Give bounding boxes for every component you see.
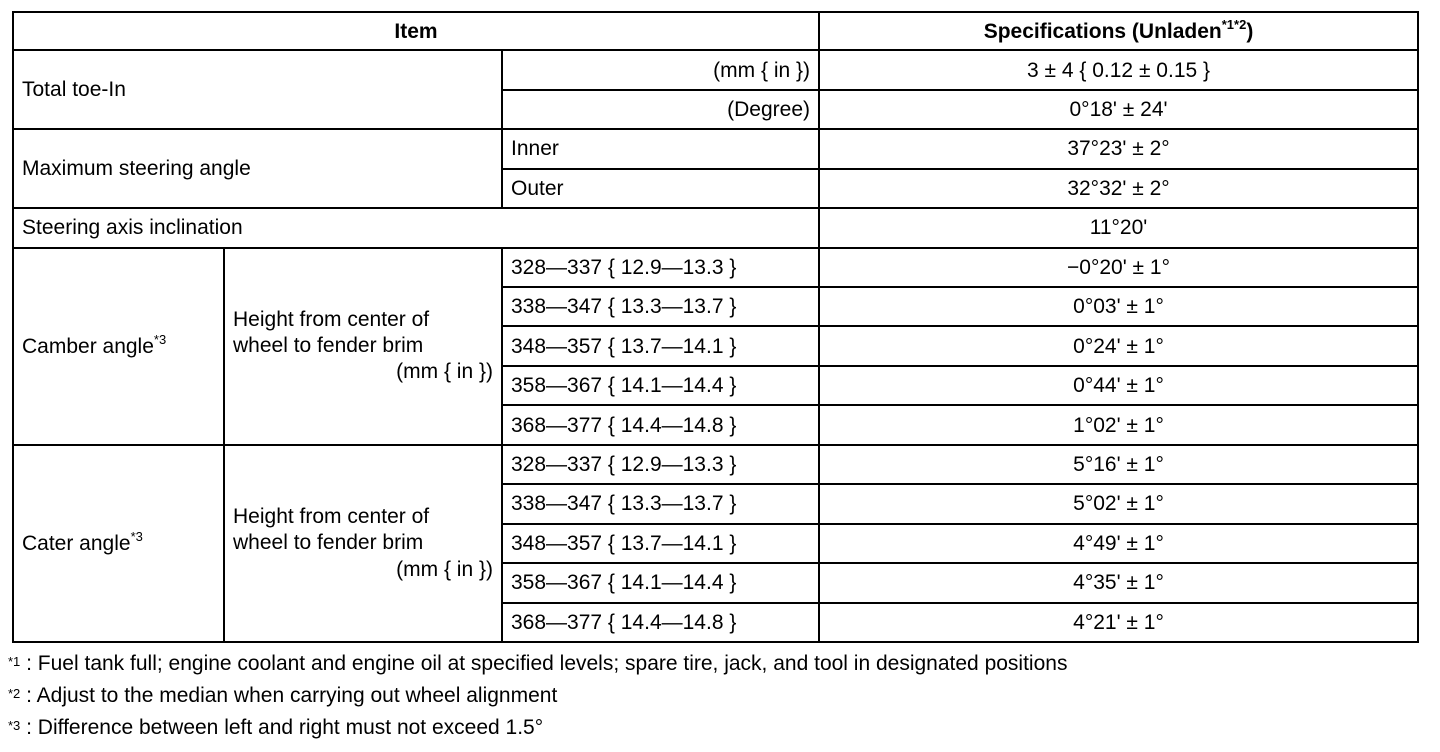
toe-value-mm: 3 ± 4 { 0.12 ± 0.15 } (819, 50, 1418, 89)
caster-height-line2: wheel to fender brim (233, 531, 424, 555)
toe-value-deg: 0°18' ± 24' (819, 90, 1418, 129)
caster-value: 4°35' ± 1° (819, 563, 1418, 602)
toe-label: Total toe-In (13, 50, 502, 129)
caster-height-line3: (mm { in }) (396, 557, 493, 581)
footnote-text: : Fuel tank full; engine coolant and engine oil at specified levels; spare tire, jack, and tool in designated positions (20, 652, 1068, 675)
table-row (13, 445, 1418, 484)
table-row (13, 129, 1418, 168)
caster-value: 5°16' ± 1° (819, 445, 1418, 484)
table-row (13, 50, 1418, 89)
caster-sup: *3 (130, 528, 143, 544)
caster-range: 338—347 { 13.3—13.7 } (502, 484, 819, 523)
steering-inner-label: Inner (502, 129, 819, 168)
camber-value: 0°03' ± 1° (819, 287, 1418, 326)
caster-value: 4°49' ± 1° (819, 524, 1418, 563)
camber-value: 0°44' ± 1° (819, 366, 1418, 405)
table-header-row (13, 12, 1418, 50)
caster-label (13, 445, 224, 642)
steering-inner-value: 37°23' ± 2° (819, 129, 1418, 168)
spec-header-text: Specifications (Unladen (983, 19, 1222, 43)
steering-outer-label: Outer (502, 169, 819, 208)
camber-value: −0°20' ± 1° (819, 248, 1418, 287)
spec-header (819, 12, 1418, 50)
caster-value: 5°02' ± 1° (819, 484, 1418, 523)
camber-label (13, 248, 224, 445)
spec-header-close: ) (1246, 19, 1254, 43)
camber-value: 0°24' ± 1° (819, 326, 1418, 365)
footnote-mark: *2 (8, 686, 21, 701)
caster-height-line1: Height from center of (233, 505, 430, 529)
caster-range: 348—357 { 13.7—14.1 } (502, 524, 819, 563)
footnote-mark: *1 (8, 654, 21, 669)
camber-height-line3: (mm { in }) (396, 360, 493, 384)
camber-value: 1°02' ± 1° (819, 405, 1418, 444)
axis-value: 11°20' (819, 208, 1418, 247)
caster-height-label (224, 445, 502, 642)
camber-height-label (224, 248, 502, 445)
camber-range: 328—337 { 12.9—13.3 } (502, 248, 819, 287)
item-header: Item (13, 12, 819, 50)
footnote-mark: *3 (8, 718, 21, 733)
caster-value: 4°21' ± 1° (819, 603, 1418, 642)
table-row (13, 248, 1418, 287)
camber-height-line2: wheel to fender brim (233, 334, 424, 358)
steering-outer-value: 32°32' ± 2° (819, 169, 1418, 208)
footnote-3 (8, 712, 1428, 744)
alignment-spec-table (12, 11, 1419, 643)
toe-unit-deg: (Degree) (502, 90, 819, 129)
caster-label-text: Cater angle (22, 531, 131, 555)
axis-label: Steering axis inclination (13, 208, 819, 247)
caster-range: 368—377 { 14.4—14.8 } (502, 603, 819, 642)
camber-height-line1: Height from center of (233, 307, 430, 331)
camber-label-text: Camber angle (22, 334, 154, 358)
camber-range: 348—357 { 13.7—14.1 } (502, 326, 819, 365)
camber-range: 338—347 { 13.3—13.7 } (502, 287, 819, 326)
spec-header-sup: *1*2 (1221, 16, 1247, 32)
footnote-text: : Adjust to the median when carrying out wheel alignment (20, 684, 558, 707)
footnote-1 (8, 648, 1428, 680)
footnote-2 (8, 680, 1428, 712)
camber-sup: *3 (153, 331, 167, 347)
footnote-text: : Difference between left and right must not exceed 1.5° (20, 716, 544, 739)
toe-unit-mm: (mm { in }) (502, 50, 819, 89)
footnotes (8, 648, 1428, 744)
table-row (13, 208, 1418, 247)
caster-range: 328—337 { 12.9—13.3 } (502, 445, 819, 484)
caster-range: 358—367 { 14.1—14.4 } (502, 563, 819, 602)
camber-range: 368—377 { 14.4—14.8 } (502, 405, 819, 444)
camber-range: 358—367 { 14.1—14.4 } (502, 366, 819, 405)
steering-label: Maximum steering angle (13, 129, 502, 208)
